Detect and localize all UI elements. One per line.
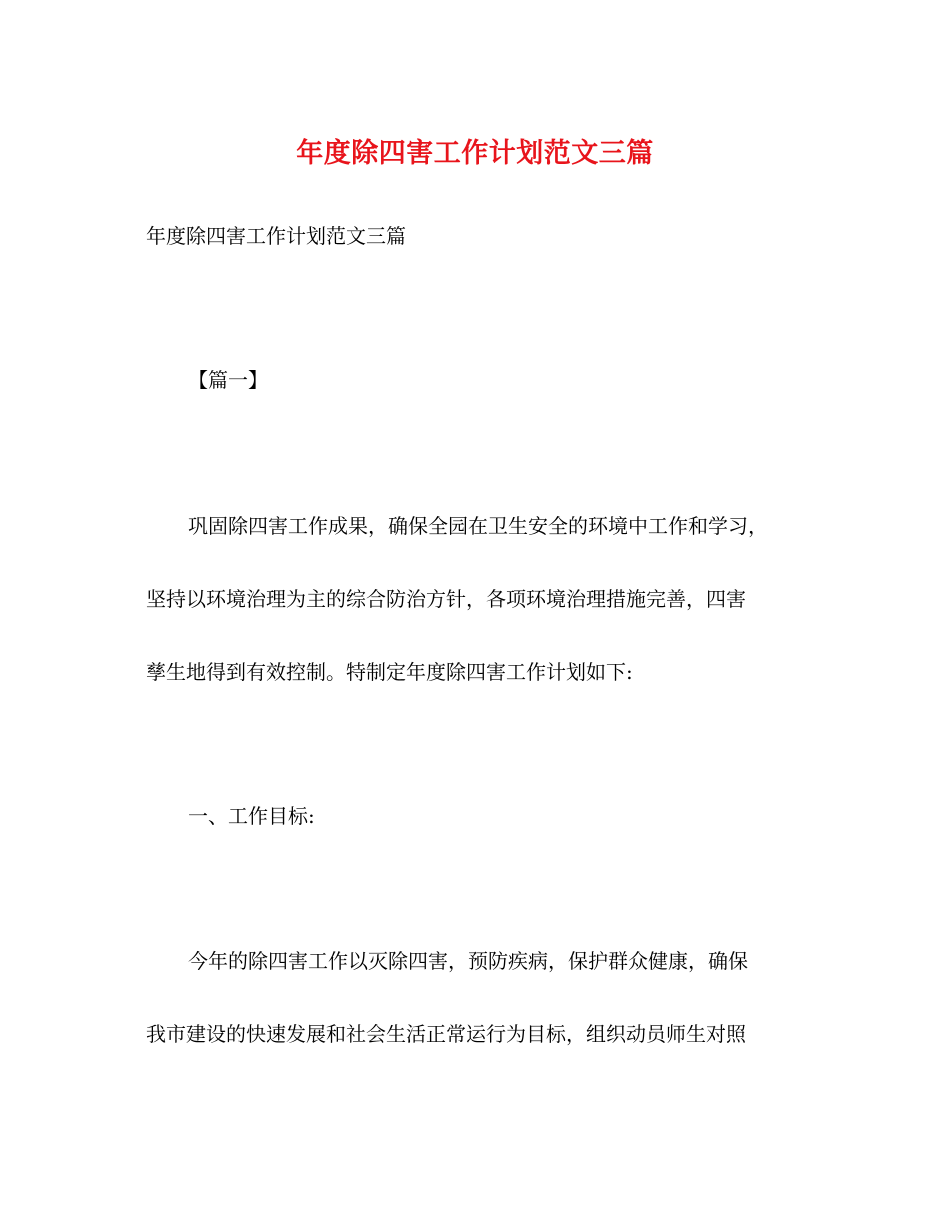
document-subtitle: 年度除四害工作计划范文三篇 <box>146 224 406 248</box>
paragraph-line: 巩固除四害工作成果，确保全园在卫生安全的环境中工作和学习， <box>188 514 768 538</box>
paragraph-line: 坚持以环境治理为主的综合防治方针，各项环境治理措施完善，四害 <box>146 587 746 611</box>
subheading: 一、工作目标: <box>188 804 315 828</box>
paragraph-line: 我市建设的快速发展和社会生活正常运行为目标，组织动员师生对照 <box>146 1022 746 1046</box>
section-heading: 【篇一】 <box>188 368 268 392</box>
document-title: 年度除四害工作计划范文三篇 <box>296 138 654 169</box>
paragraph-line: 孳生地得到有效控制。特制定年度除四害工作计划如下: <box>146 660 633 684</box>
paragraph-line: 今年的除四害工作以灭除四害，预防疾病，保护群众健康，确保 <box>188 949 748 973</box>
